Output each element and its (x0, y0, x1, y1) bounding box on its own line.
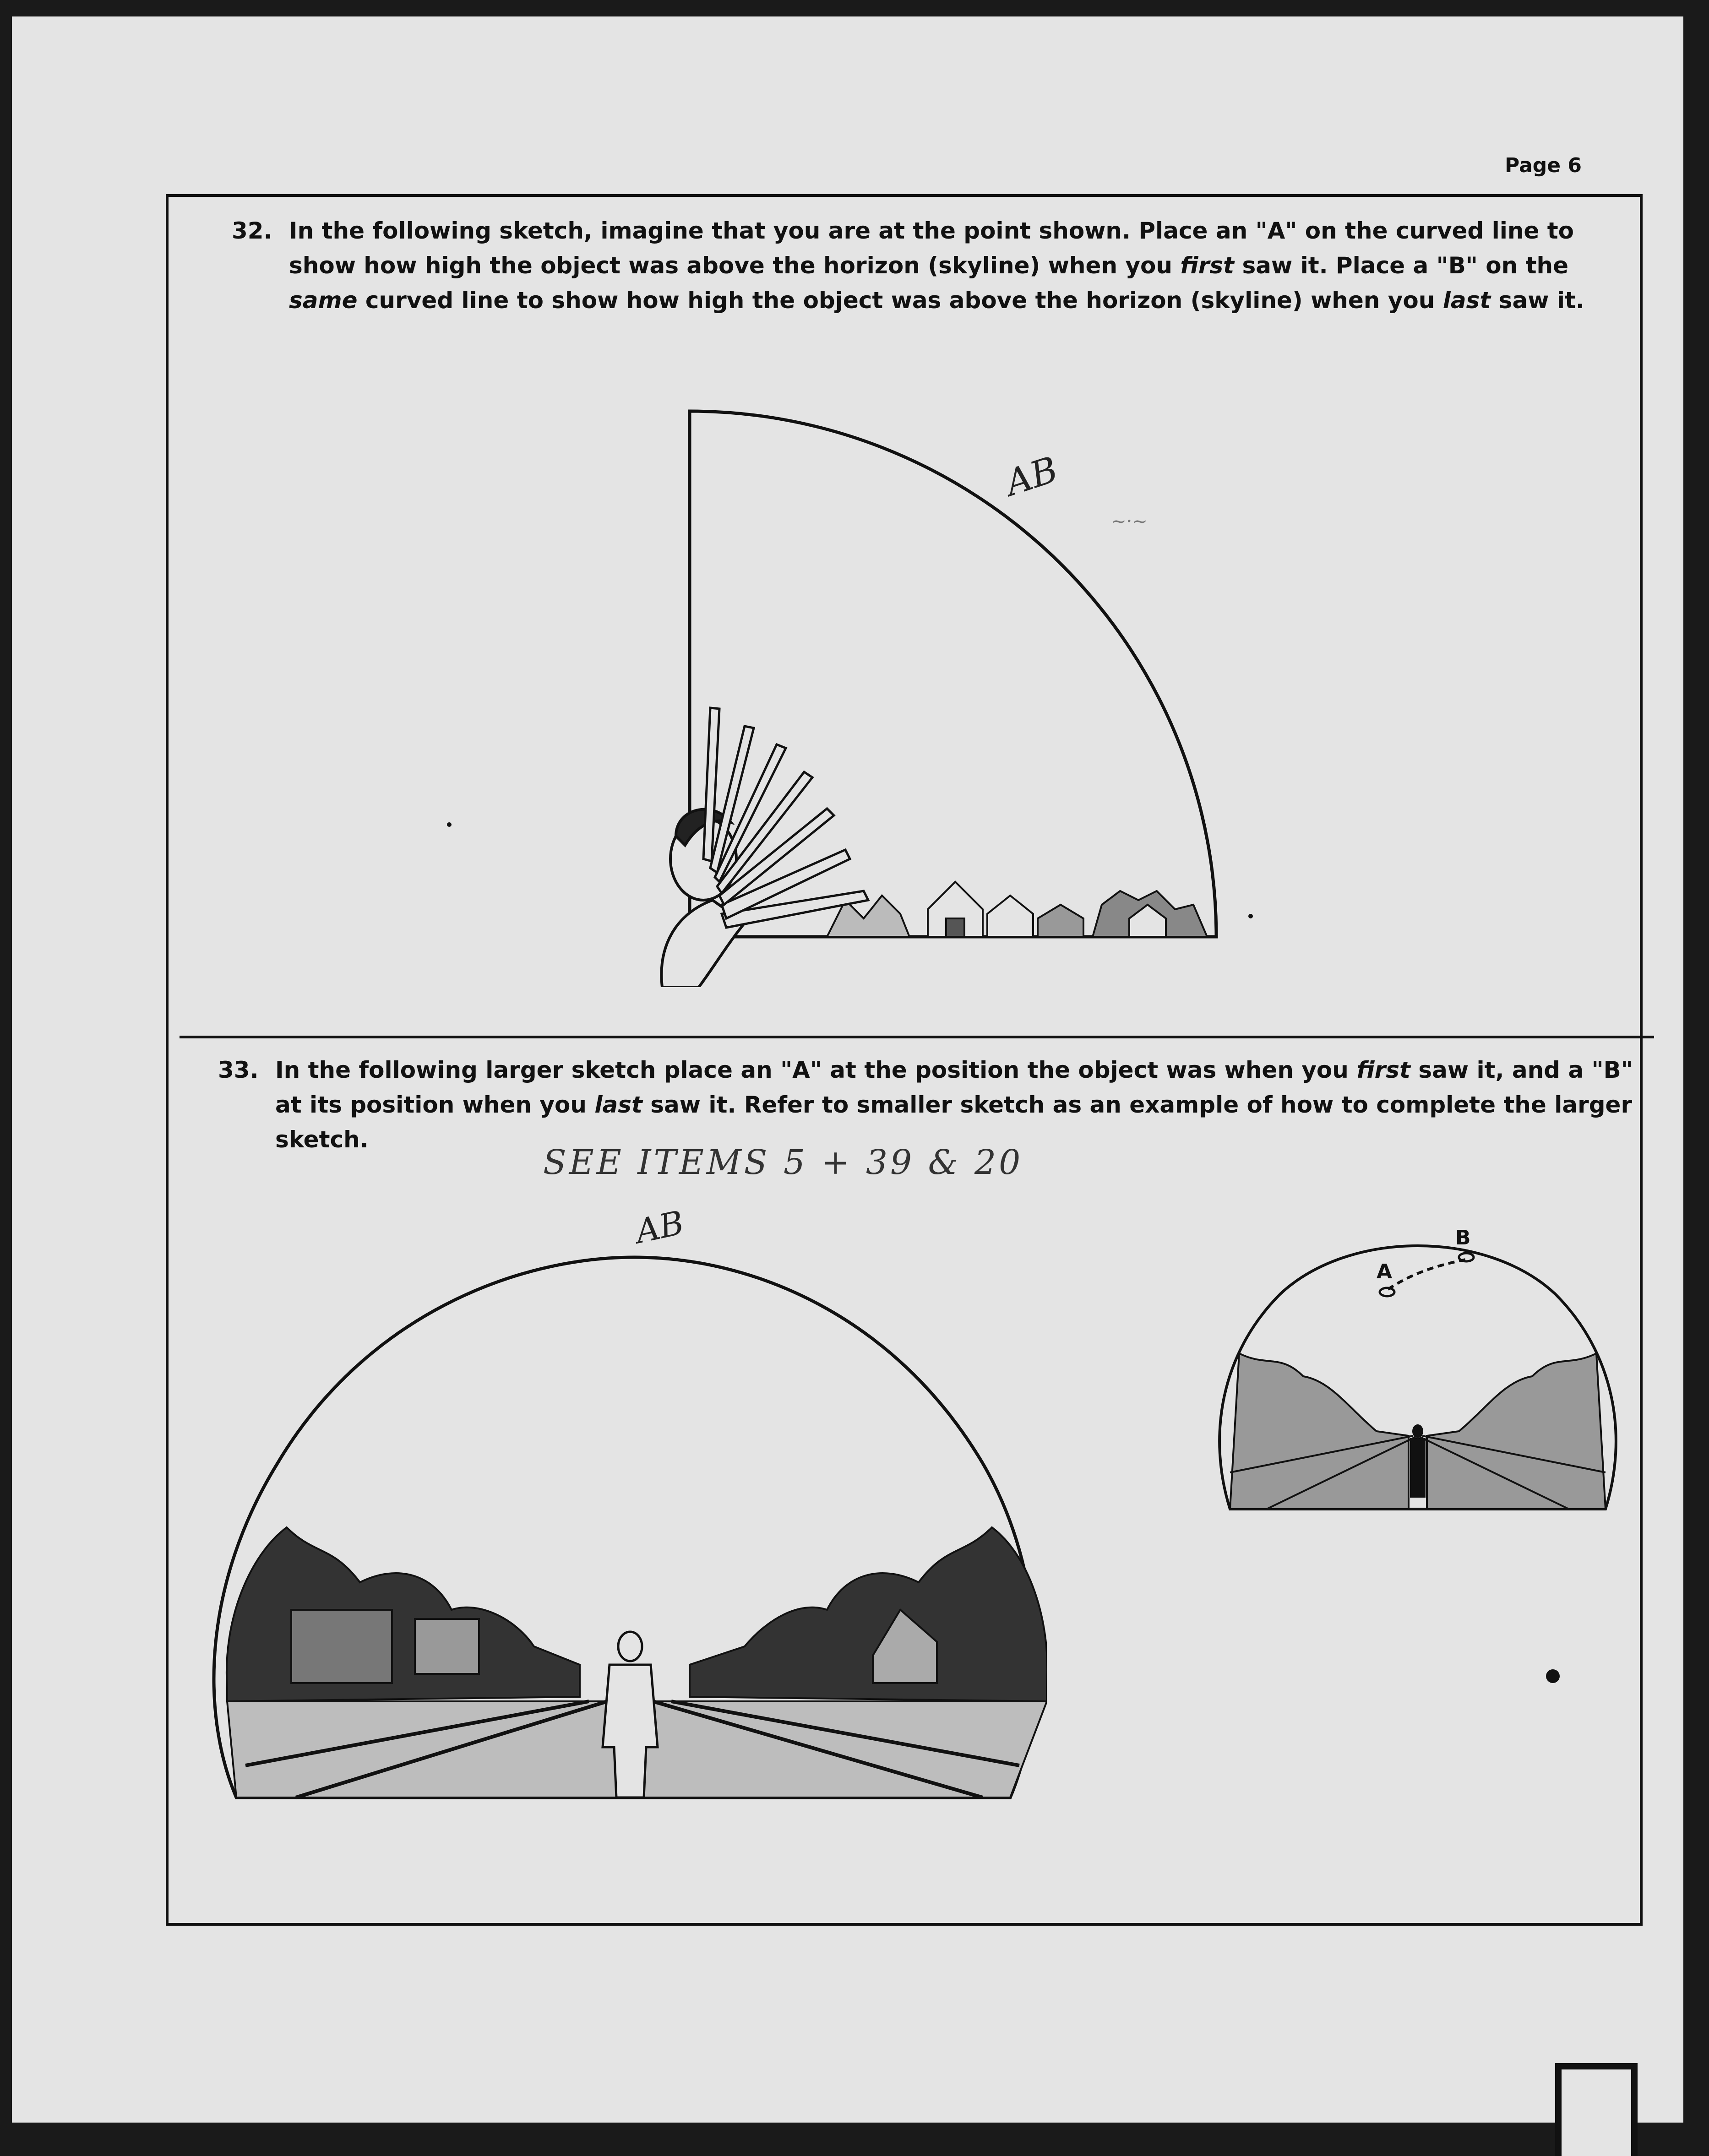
quarter-arc-sketch (607, 396, 1239, 987)
ink-dot (1546, 1669, 1560, 1683)
ink-dot (1248, 914, 1253, 918)
pointing-arms (703, 708, 868, 928)
handwritten-answer-33: AB (632, 1203, 687, 1251)
ink-dot (447, 822, 452, 827)
question-number: 32. (232, 217, 272, 244)
faint-scribble: ~·~ (1111, 511, 1148, 532)
example-label-a: A (1377, 1260, 1393, 1283)
question-text: In the following larger sketch place an "A" at the position the object was when you first saw it, and a "B" at its position when you last saw it. Refer to smaller sketch as an example of how to complete the larger sketch. (275, 1057, 1633, 1153)
document-page (12, 16, 1683, 2123)
large-dome-sketch (195, 1207, 1047, 1820)
page-number: Page 6 (1505, 154, 1582, 177)
handwritten-answer-32: AB (1000, 449, 1063, 505)
example-label-b: B (1455, 1226, 1471, 1249)
question-text: In the following sketch, imagine that you are at the point shown. Place an "A" on the curved line to show how high the object was above the horizon (skyline) when you first saw it. Place a "B" on the same curved line to show how high the object was above the horizon (skyline) when you last saw it. (289, 217, 1584, 314)
question-number: 33. (218, 1057, 259, 1083)
example-dome-sketch (1212, 1216, 1624, 1523)
question-32 (232, 213, 1619, 318)
skyline-houses (827, 882, 1207, 937)
section-divider (180, 1036, 1654, 1038)
corner-registration-mark (1555, 2063, 1638, 2156)
handwritten-note: SEE ITEMS 5 + 39 & 20 (543, 1143, 1023, 1182)
question-33 (218, 1053, 1633, 1157)
